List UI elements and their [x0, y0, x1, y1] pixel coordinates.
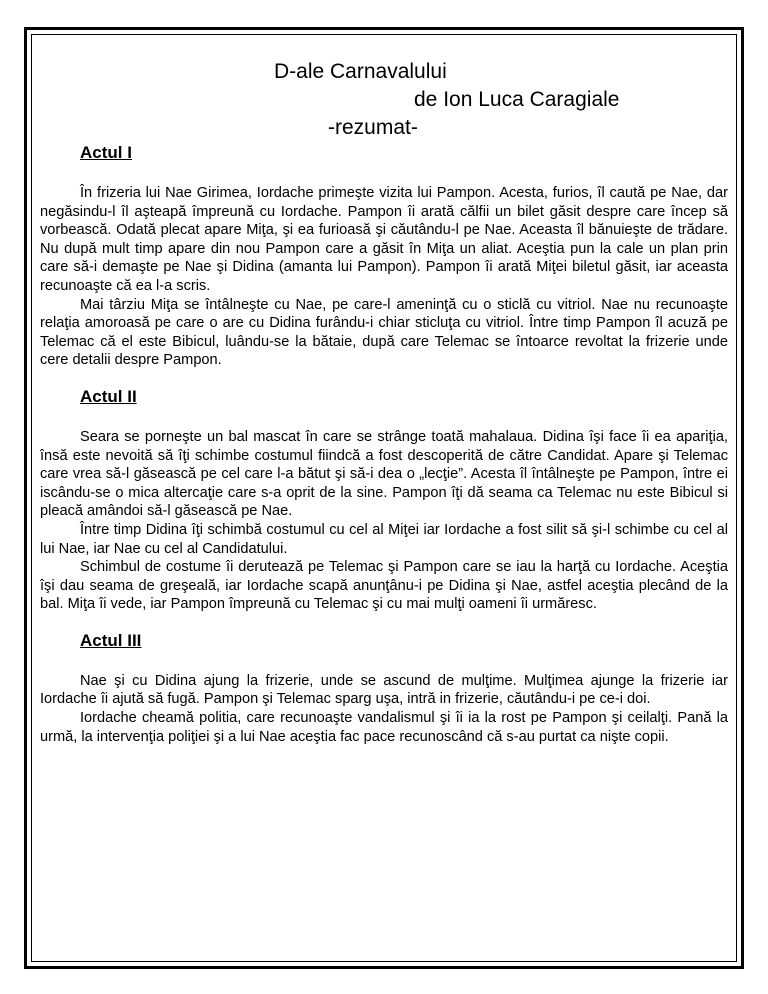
act-1-paragraph-2: Mai târziu Miţa se întâlneşte cu Nae, pe care-l ameninţă cu o sticlă cu vitriol. Nae nu recunoaşte relaţia amoroasă pe care o are cu Didina furându-i chiar sticluţa cu vitriol. Între timp Pampon îl acuză pe Telemac că el este Bibicul, luându-se la bătaie, după care Telemac se întoarce revoltat la frizerie unde cere detalii despre Pampon.	[40, 296, 728, 369]
document-title	[40, 58, 728, 142]
act-2-heading: Actul II	[80, 386, 137, 406]
document-body	[40, 58, 728, 746]
act-1-heading: Actul I	[80, 143, 132, 162]
act-2-paragraph-2: Între timp Didina îţi schimbă costumul cu cel al Miţei iar Iordache a fost silit să şi-l schimbe cu cel al lui Nae, iar Nae cu cel al Candidatului.	[40, 521, 728, 557]
act-3-paragraph-2: Iordache cheamă politia, care recunoaşte vandalismul şi îi ia la rost pe Pampon şi ceilalţi. Pană la urmă, la intervenţia poliţiei şi a lui Nae aceştia fac pace recunoscând că s-au purtat ca nişte copii.	[40, 710, 728, 745]
act-3-paragraph-1: Nae şi cu Didina ajung la frizerie, unde se ascund de mulţime. Mulţimea ajunge la frizerie iar Iordache îi ajută să fugă. Pampon şi Telemac sparg uşa, intră in frizerie, căutându-i pe ce-i doi.	[40, 672, 728, 708]
title-line-3: -rezumat-	[328, 116, 418, 139]
act-1-section	[40, 142, 728, 370]
title-line-2: de Ion Luca Caragiale	[414, 88, 620, 111]
act-2-section	[40, 386, 728, 614]
title-line-1: D-ale Carnavalului	[274, 60, 447, 83]
act-1-paragraph-1: În frizeria lui Nae Girimea, Iordache primeşte vizita lui Pampon. Acesta, furios, îl caută pe Nae, dar negăsindu-l îl aşteapă împreună cu Iordache. Pampon îi arată călfii un bilet găsit despre care încep să vorbească. Odată plecat apare Miţa, şi ea furioasă şi căutându-l pe Nae. Aceasta îl bănuieşte de trădare. Nu după mult timp apare din nou Pampon care a găsit în Miţa un aliat. Aceştia pun la cale un plan prin care să-i demaşte pe Nae şi Didina (amanta lui Pampon). Pampon îi arată Miţei biletul găsit, iar aceasta recunoaşte că ea l-a scris.	[40, 185, 728, 294]
act-2-paragraph-3: Schimbul de costume îi derutează pe Telemac şi Pampon care se iau la harţă cu Iordache. Aceştia îşi dau seama de greşeală, iar Iordache scapă anunţânu-i pe Didina şi Nae, astfel aceştia plecând de la bal. Miţa îi vede, iar Pampon împreună cu Telemac şi cu mai mulţi oameni îi urmăresc.	[40, 559, 728, 613]
act-3-heading: Actul III	[80, 630, 142, 650]
act-3-section	[40, 630, 728, 746]
act-2-paragraph-1: Seara se porneşte un bal mascat în care se strânge toată mahalaua. Didina îşi face îi ea apariţia, însă este nevoită să îţi schimbe costumul fiindcă a fost descoperită de către Candidat. Apare şi Telemac care vrea să-l găsească pe cel care l-a bătut şi să-i dea o „lecţie”. Acesta îl întâlneşte pe Pampon, între ei iscându-se o mica altercaţie care s-a oprit de la sine. Pampon îţi dă seama ca Telemac nu este Bibicul si pleacă amândoi să-l găsească pe Nae.	[40, 428, 728, 520]
